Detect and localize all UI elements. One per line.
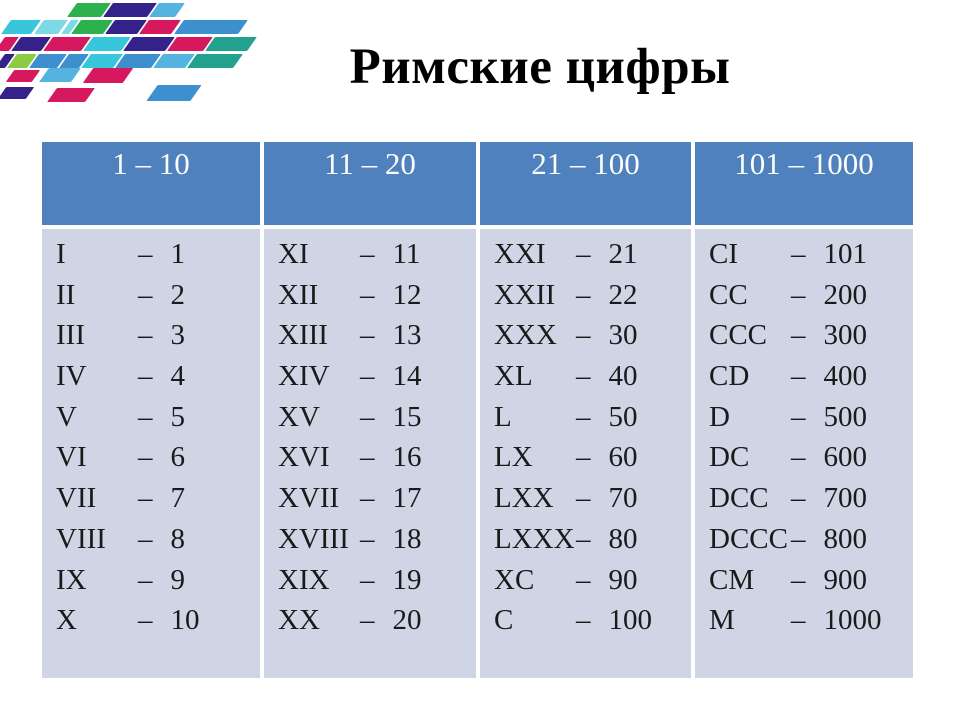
parallelogram-shape bbox=[187, 54, 243, 68]
roman-numeral: XIV bbox=[278, 360, 330, 393]
parallelogram-shape bbox=[0, 87, 34, 99]
dash-separator: – bbox=[576, 522, 591, 555]
roman-numeral: XII bbox=[278, 278, 319, 311]
roman-numeral: LX bbox=[494, 441, 533, 474]
dash-separator: – bbox=[576, 400, 591, 433]
roman-numeral: CC bbox=[709, 278, 748, 311]
roman-numeral: XVII bbox=[278, 482, 340, 515]
dash-separator: – bbox=[360, 604, 375, 637]
numeral-entry bbox=[56, 560, 256, 601]
arabic-value: 3 bbox=[170, 319, 185, 352]
arabic-value: 900 bbox=[823, 563, 867, 596]
numeral-entry bbox=[278, 519, 472, 560]
roman-numeral: XXII bbox=[494, 278, 556, 311]
roman-numeral: DCCC bbox=[709, 522, 788, 555]
dash-separator: – bbox=[576, 319, 591, 352]
numeral-entry bbox=[494, 234, 687, 275]
roman-numeral: IV bbox=[56, 360, 87, 393]
dash-separator: – bbox=[138, 482, 153, 515]
dash-separator: – bbox=[791, 278, 806, 311]
roman-numeral: XL bbox=[494, 360, 533, 393]
roman-numeral: XV bbox=[278, 400, 320, 433]
roman-numeral: XXX bbox=[494, 319, 557, 352]
arabic-value: 400 bbox=[823, 360, 867, 393]
dash-separator: – bbox=[576, 441, 591, 474]
roman-numeral: LXX bbox=[494, 482, 554, 515]
roman-numeral: D bbox=[709, 400, 730, 433]
dash-separator: – bbox=[138, 563, 153, 596]
roman-numeral: XI bbox=[278, 238, 309, 270]
roman-numeral: XVI bbox=[278, 441, 330, 474]
arabic-value: 2 bbox=[170, 278, 185, 311]
arabic-value: 101 bbox=[823, 238, 867, 270]
numeral-entry bbox=[56, 519, 256, 560]
dash-separator: – bbox=[138, 278, 153, 311]
numeral-entry bbox=[494, 600, 687, 641]
numeral-entry bbox=[56, 275, 256, 316]
page-title: Римские цифры bbox=[349, 39, 731, 95]
roman-numeral: XVIII bbox=[278, 522, 349, 555]
arabic-value: 7 bbox=[170, 482, 185, 515]
dash-separator: – bbox=[138, 319, 153, 352]
dash-separator: – bbox=[138, 238, 153, 270]
parallelogram-shape bbox=[47, 88, 95, 102]
roman-numeral: CI bbox=[709, 238, 738, 270]
dash-separator: – bbox=[791, 563, 806, 596]
arabic-value: 500 bbox=[823, 400, 867, 433]
numeral-entry bbox=[709, 600, 909, 641]
numeral-entry bbox=[709, 275, 909, 316]
roman-numeral: XXI bbox=[494, 238, 546, 270]
dash-separator: – bbox=[138, 522, 153, 555]
column-header-0: 1 – 10 bbox=[42, 142, 260, 225]
arabic-value: 18 bbox=[392, 522, 422, 555]
roman-numeral: VII bbox=[56, 482, 97, 515]
numeral-entry bbox=[709, 315, 909, 356]
arabic-value: 100 bbox=[608, 604, 652, 637]
arabic-value: 11 bbox=[392, 238, 421, 270]
dash-separator: – bbox=[576, 360, 591, 393]
roman-numeral: I bbox=[56, 238, 66, 270]
roman-numeral: DCC bbox=[709, 482, 769, 515]
dash-separator: – bbox=[791, 441, 806, 474]
roman-numeral: M bbox=[709, 604, 735, 637]
numeral-entry bbox=[56, 478, 256, 519]
numeral-entry bbox=[494, 478, 687, 519]
roman-numeral: LXXX bbox=[494, 522, 575, 555]
arabic-value: 6 bbox=[170, 441, 185, 474]
arabic-value: 40 bbox=[608, 360, 638, 393]
arabic-value: 12 bbox=[392, 278, 422, 311]
parallelogram-shape bbox=[83, 68, 134, 83]
dash-separator: – bbox=[576, 238, 591, 270]
parallelogram-shape bbox=[174, 20, 248, 34]
roman-numeral: CM bbox=[709, 563, 755, 596]
parallelogram-shape bbox=[39, 68, 81, 82]
parallelogram-shape bbox=[103, 3, 157, 17]
dash-separator: – bbox=[576, 563, 591, 596]
column-header-1: 11 – 20 bbox=[264, 142, 476, 225]
dash-separator: – bbox=[791, 319, 806, 352]
dash-separator: – bbox=[360, 278, 375, 311]
roman-numeral: L bbox=[494, 400, 512, 433]
numeral-entry bbox=[494, 275, 687, 316]
arabic-value: 14 bbox=[392, 360, 422, 393]
dash-separator: – bbox=[791, 400, 806, 433]
arabic-value: 9 bbox=[170, 563, 185, 596]
table-header-row bbox=[42, 142, 913, 225]
arabic-value: 10 bbox=[170, 604, 200, 637]
arabic-value: 30 bbox=[608, 319, 638, 352]
numeral-entry bbox=[278, 478, 472, 519]
arabic-value: 1000 bbox=[823, 604, 882, 637]
column-body-0 bbox=[42, 229, 260, 678]
numeral-entry bbox=[278, 437, 472, 478]
column-body-3 bbox=[695, 229, 913, 678]
parallelogram-shape bbox=[6, 70, 40, 82]
dash-separator: – bbox=[791, 522, 806, 555]
numeral-entry bbox=[494, 519, 687, 560]
arabic-value: 17 bbox=[392, 482, 422, 515]
arabic-value: 80 bbox=[608, 522, 638, 555]
roman-numeral: DC bbox=[709, 441, 750, 474]
arabic-value: 200 bbox=[823, 278, 867, 311]
roman-numeral: XIX bbox=[278, 563, 330, 596]
arabic-value: 22 bbox=[608, 278, 638, 311]
column-body-1 bbox=[264, 229, 476, 678]
arabic-value: 4 bbox=[170, 360, 185, 393]
numeral-entry bbox=[56, 315, 256, 356]
roman-numeral: XC bbox=[494, 563, 535, 596]
roman-numeral: IX bbox=[56, 563, 87, 596]
numeral-entry bbox=[278, 234, 472, 275]
arabic-value: 19 bbox=[392, 563, 422, 596]
dash-separator: – bbox=[138, 360, 153, 393]
arabic-value: 800 bbox=[823, 522, 867, 555]
numeral-entry bbox=[494, 356, 687, 397]
numeral-entry bbox=[709, 397, 909, 438]
numeral-entry bbox=[278, 275, 472, 316]
roman-numeral: XX bbox=[278, 604, 320, 637]
arabic-value: 20 bbox=[392, 604, 422, 637]
numeral-entry bbox=[56, 437, 256, 478]
numeral-entry bbox=[56, 600, 256, 641]
roman-numeral: II bbox=[56, 278, 76, 311]
arabic-value: 90 bbox=[608, 563, 638, 596]
numeral-entry bbox=[278, 356, 472, 397]
dash-separator: – bbox=[138, 441, 153, 474]
dash-separator: – bbox=[576, 482, 591, 515]
roman-numeral: C bbox=[494, 604, 514, 637]
dash-separator: – bbox=[138, 400, 153, 433]
arabic-value: 700 bbox=[823, 482, 867, 515]
arabic-value: 300 bbox=[823, 319, 867, 352]
dash-separator: – bbox=[360, 360, 375, 393]
dash-separator: – bbox=[138, 604, 153, 637]
numeral-entry bbox=[494, 437, 687, 478]
parallelogram-shape bbox=[205, 37, 257, 51]
numeral-entry bbox=[709, 356, 909, 397]
dash-separator: – bbox=[791, 604, 806, 637]
numeral-entry bbox=[56, 234, 256, 275]
arabic-value: 5 bbox=[170, 400, 185, 433]
dash-separator: – bbox=[360, 563, 375, 596]
roman-numeral: III bbox=[56, 319, 85, 352]
dash-separator: – bbox=[360, 441, 375, 474]
arabic-value: 16 bbox=[392, 441, 422, 474]
roman-numeral: X bbox=[56, 604, 77, 637]
numeral-entry bbox=[494, 397, 687, 438]
arabic-value: 600 bbox=[823, 441, 867, 474]
column-header-3: 101 – 1000 bbox=[695, 142, 913, 225]
numeral-entry bbox=[709, 478, 909, 519]
arabic-value: 60 bbox=[608, 441, 638, 474]
numeral-entry bbox=[278, 397, 472, 438]
table-body-row bbox=[42, 229, 913, 678]
numeral-entry bbox=[56, 397, 256, 438]
dash-separator: – bbox=[360, 238, 375, 270]
numeral-entry bbox=[56, 356, 256, 397]
column-body-2 bbox=[480, 229, 691, 678]
arabic-value: 21 bbox=[608, 238, 638, 270]
dash-separator: – bbox=[360, 400, 375, 433]
arabic-value: 8 bbox=[170, 522, 185, 555]
arabic-value: 13 bbox=[392, 319, 422, 352]
roman-numeral: CD bbox=[709, 360, 750, 393]
dash-separator: – bbox=[791, 360, 806, 393]
arabic-value: 50 bbox=[608, 400, 638, 433]
roman-numeral: V bbox=[56, 400, 77, 433]
roman-numeral: CCC bbox=[709, 319, 768, 352]
decorative-parallelogram-cluster bbox=[0, 0, 320, 120]
numeral-entry bbox=[494, 560, 687, 601]
dash-separator: – bbox=[576, 604, 591, 637]
numeral-entry bbox=[709, 234, 909, 275]
roman-numeral: VIII bbox=[56, 522, 106, 555]
dash-separator: – bbox=[360, 522, 375, 555]
dash-separator: – bbox=[360, 319, 375, 352]
roman-numeral: XIII bbox=[278, 319, 328, 352]
dash-separator: – bbox=[576, 278, 591, 311]
numeral-entry bbox=[278, 600, 472, 641]
parallelogram-shape bbox=[146, 85, 201, 101]
arabic-value: 70 bbox=[608, 482, 638, 515]
numeral-entry bbox=[709, 519, 909, 560]
numeral-entry bbox=[278, 560, 472, 601]
dash-separator: – bbox=[360, 482, 375, 515]
roman-numerals-table bbox=[42, 142, 913, 678]
dash-separator: – bbox=[791, 238, 806, 270]
arabic-value: 15 bbox=[392, 400, 422, 433]
numeral-entry bbox=[278, 315, 472, 356]
dash-separator: – bbox=[791, 482, 806, 515]
numeral-entry bbox=[494, 315, 687, 356]
numeral-entry bbox=[709, 560, 909, 601]
numeral-entry bbox=[709, 437, 909, 478]
column-header-2: 21 – 100 bbox=[480, 142, 691, 225]
arabic-value: 1 bbox=[170, 238, 185, 270]
roman-numeral: VI bbox=[56, 441, 87, 474]
